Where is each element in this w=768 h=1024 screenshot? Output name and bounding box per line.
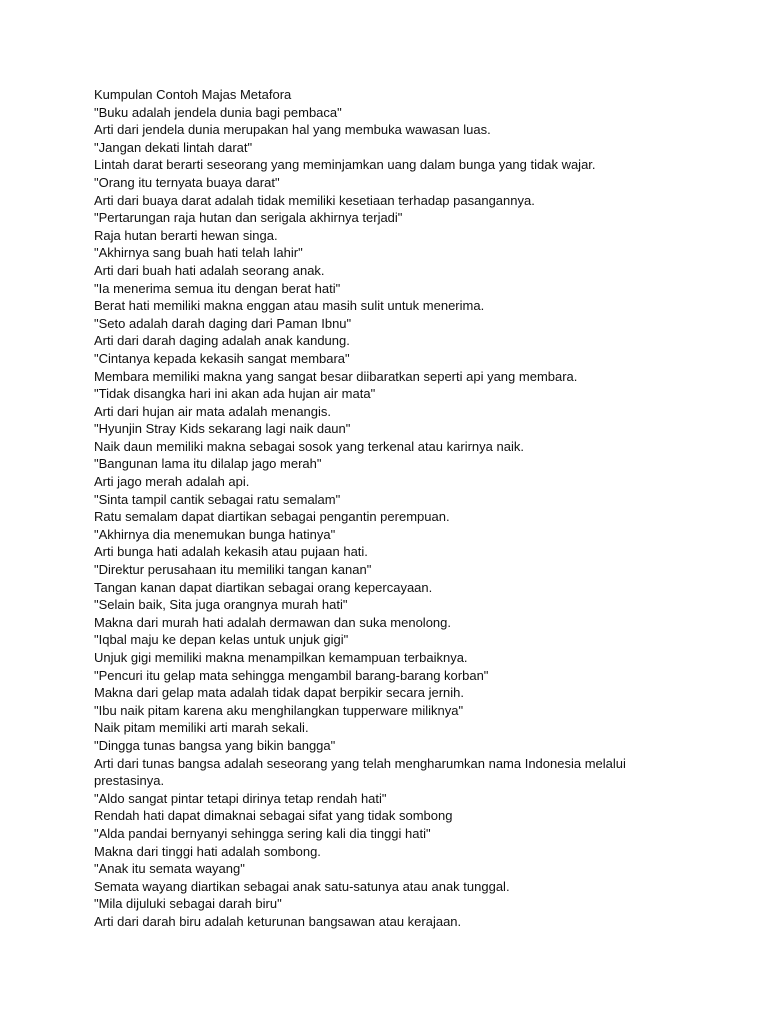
text-line: "Tidak disangka hari ini akan ada hujan air mata" [94, 386, 376, 402]
text-line: Arti dari hujan air mata adalah menangis. [94, 403, 332, 419]
text-line: "Iqbal maju ke depan kelas untuk unjuk gigi" [94, 632, 349, 648]
text-line: "Anak itu semata wayang" [94, 861, 245, 877]
text-line: "Pertarungan raja hutan dan serigala akhirnya terjadi" [94, 210, 403, 226]
document-title: Kumpulan Contoh Majas Metafora [94, 87, 292, 102]
text-line: Arti dari jendela dunia merupakan hal yang membuka wawasan luas. [94, 122, 491, 138]
text-line: "Akhirnya sang buah hati telah lahir" [94, 245, 303, 261]
text-line: "Ia menerima semua itu dengan berat hati" [94, 280, 341, 296]
text-line: "Pencuri itu gelap mata sehingga mengambil barang-barang korban" [94, 667, 489, 683]
text-line: "Seto adalah darah daging dari Paman Ibnu" [94, 315, 352, 331]
text-line: "Dingga tunas bangsa yang bikin bangga" [94, 737, 336, 753]
text-line: Raja hutan berarti hewan singa. [94, 227, 278, 243]
text-line: "Cintanya kepada kekasih sangat membara" [94, 350, 350, 366]
text-line: "Direktur perusahaan itu memiliki tangan kanan" [94, 562, 372, 578]
text-line: Arti jago merah adalah api. [94, 474, 250, 490]
text-line: Arti dari darah biru adalah keturunan bangsawan atau kerajaan. [94, 913, 462, 929]
text-line: Makna dari tinggi hati adalah sombong. [94, 843, 321, 859]
text-line: Arti dari darah daging adalah anak kandung. [94, 333, 350, 349]
text-line: Naik pitam memiliki arti marah sekali. [94, 720, 309, 736]
text-line: Tangan kanan dapat diartikan sebagai orang kepercayaan. [94, 579, 433, 595]
text-line: Lintah darat berarti seseorang yang meminjamkan uang dalam bunga yang tidak wajar. [94, 157, 596, 173]
text-line: "Sinta tampil cantik sebagai ratu semalam" [94, 491, 341, 507]
text-line: Rendah hati dapat dimaknai sebagai sifat yang tidak sombong [94, 808, 453, 824]
text-line: "Buku adalah jendela dunia bagi pembaca" [94, 104, 342, 120]
text-line: Makna dari murah hati adalah dermawan dan suka menolong. [94, 614, 451, 630]
text-line: "Akhirnya dia menemukan bunga hatinya" [94, 526, 336, 542]
text-line: Arti bunga hati adalah kekasih atau pujaan hati. [94, 544, 368, 560]
text-line: Berat hati memiliki makna enggan atau masih sulit untuk menerima. [94, 298, 485, 314]
text-line: Unjuk gigi memiliki makna menampilkan kemampuan terbaiknya. [94, 650, 468, 665]
text-line: "Ibu naik pitam karena aku menghilangkan tupperware miliknya" [94, 702, 464, 718]
text-line: Arti dari tunas bangsa adalah seseorang yang telah mengharumkan nama Indonesia melalui prestasinya. [94, 755, 626, 789]
text-line: "Jangan dekati lintah darat" [94, 139, 253, 155]
text-line: Arti dari buah hati adalah seorang anak. [94, 262, 325, 278]
text-line: Semata wayang diartikan sebagai anak satu-satunya atau anak tunggal. [94, 878, 510, 894]
text-line: "Aldo sangat pintar tetapi dirinya tetap rendah hati" [94, 790, 387, 806]
text-line: "Orang itu ternyata buaya darat" [94, 174, 280, 190]
document-body [94, 86, 694, 931]
text-line: "Mila dijuluki sebagai darah biru" [94, 896, 282, 912]
text-line: Makna dari gelap mata adalah tidak dapat berpikir secara jernih. [94, 685, 464, 701]
text-line: "Selain baik, Sita juga orangnya murah hati" [94, 597, 348, 613]
text-line: Naik daun memiliki makna sebagai sosok yang terkenal atau karirnya naik. [94, 438, 524, 454]
text-line: Ratu semalam dapat diartikan sebagai pengantin perempuan. [94, 509, 450, 525]
text-line: "Alda pandai bernyanyi sehingga sering kali dia tinggi hati" [94, 825, 431, 841]
text-line: Arti dari buaya darat adalah tidak memiliki kesetiaan terhadap pasangannya. [94, 192, 535, 208]
text-line: "Hyunjin Stray Kids sekarang lagi naik daun" [94, 421, 351, 437]
text-line: "Bangunan lama itu dilalap jago merah" [94, 456, 322, 472]
text-line: Membara memiliki makna yang sangat besar diibaratkan seperti api yang membara. [94, 368, 578, 384]
